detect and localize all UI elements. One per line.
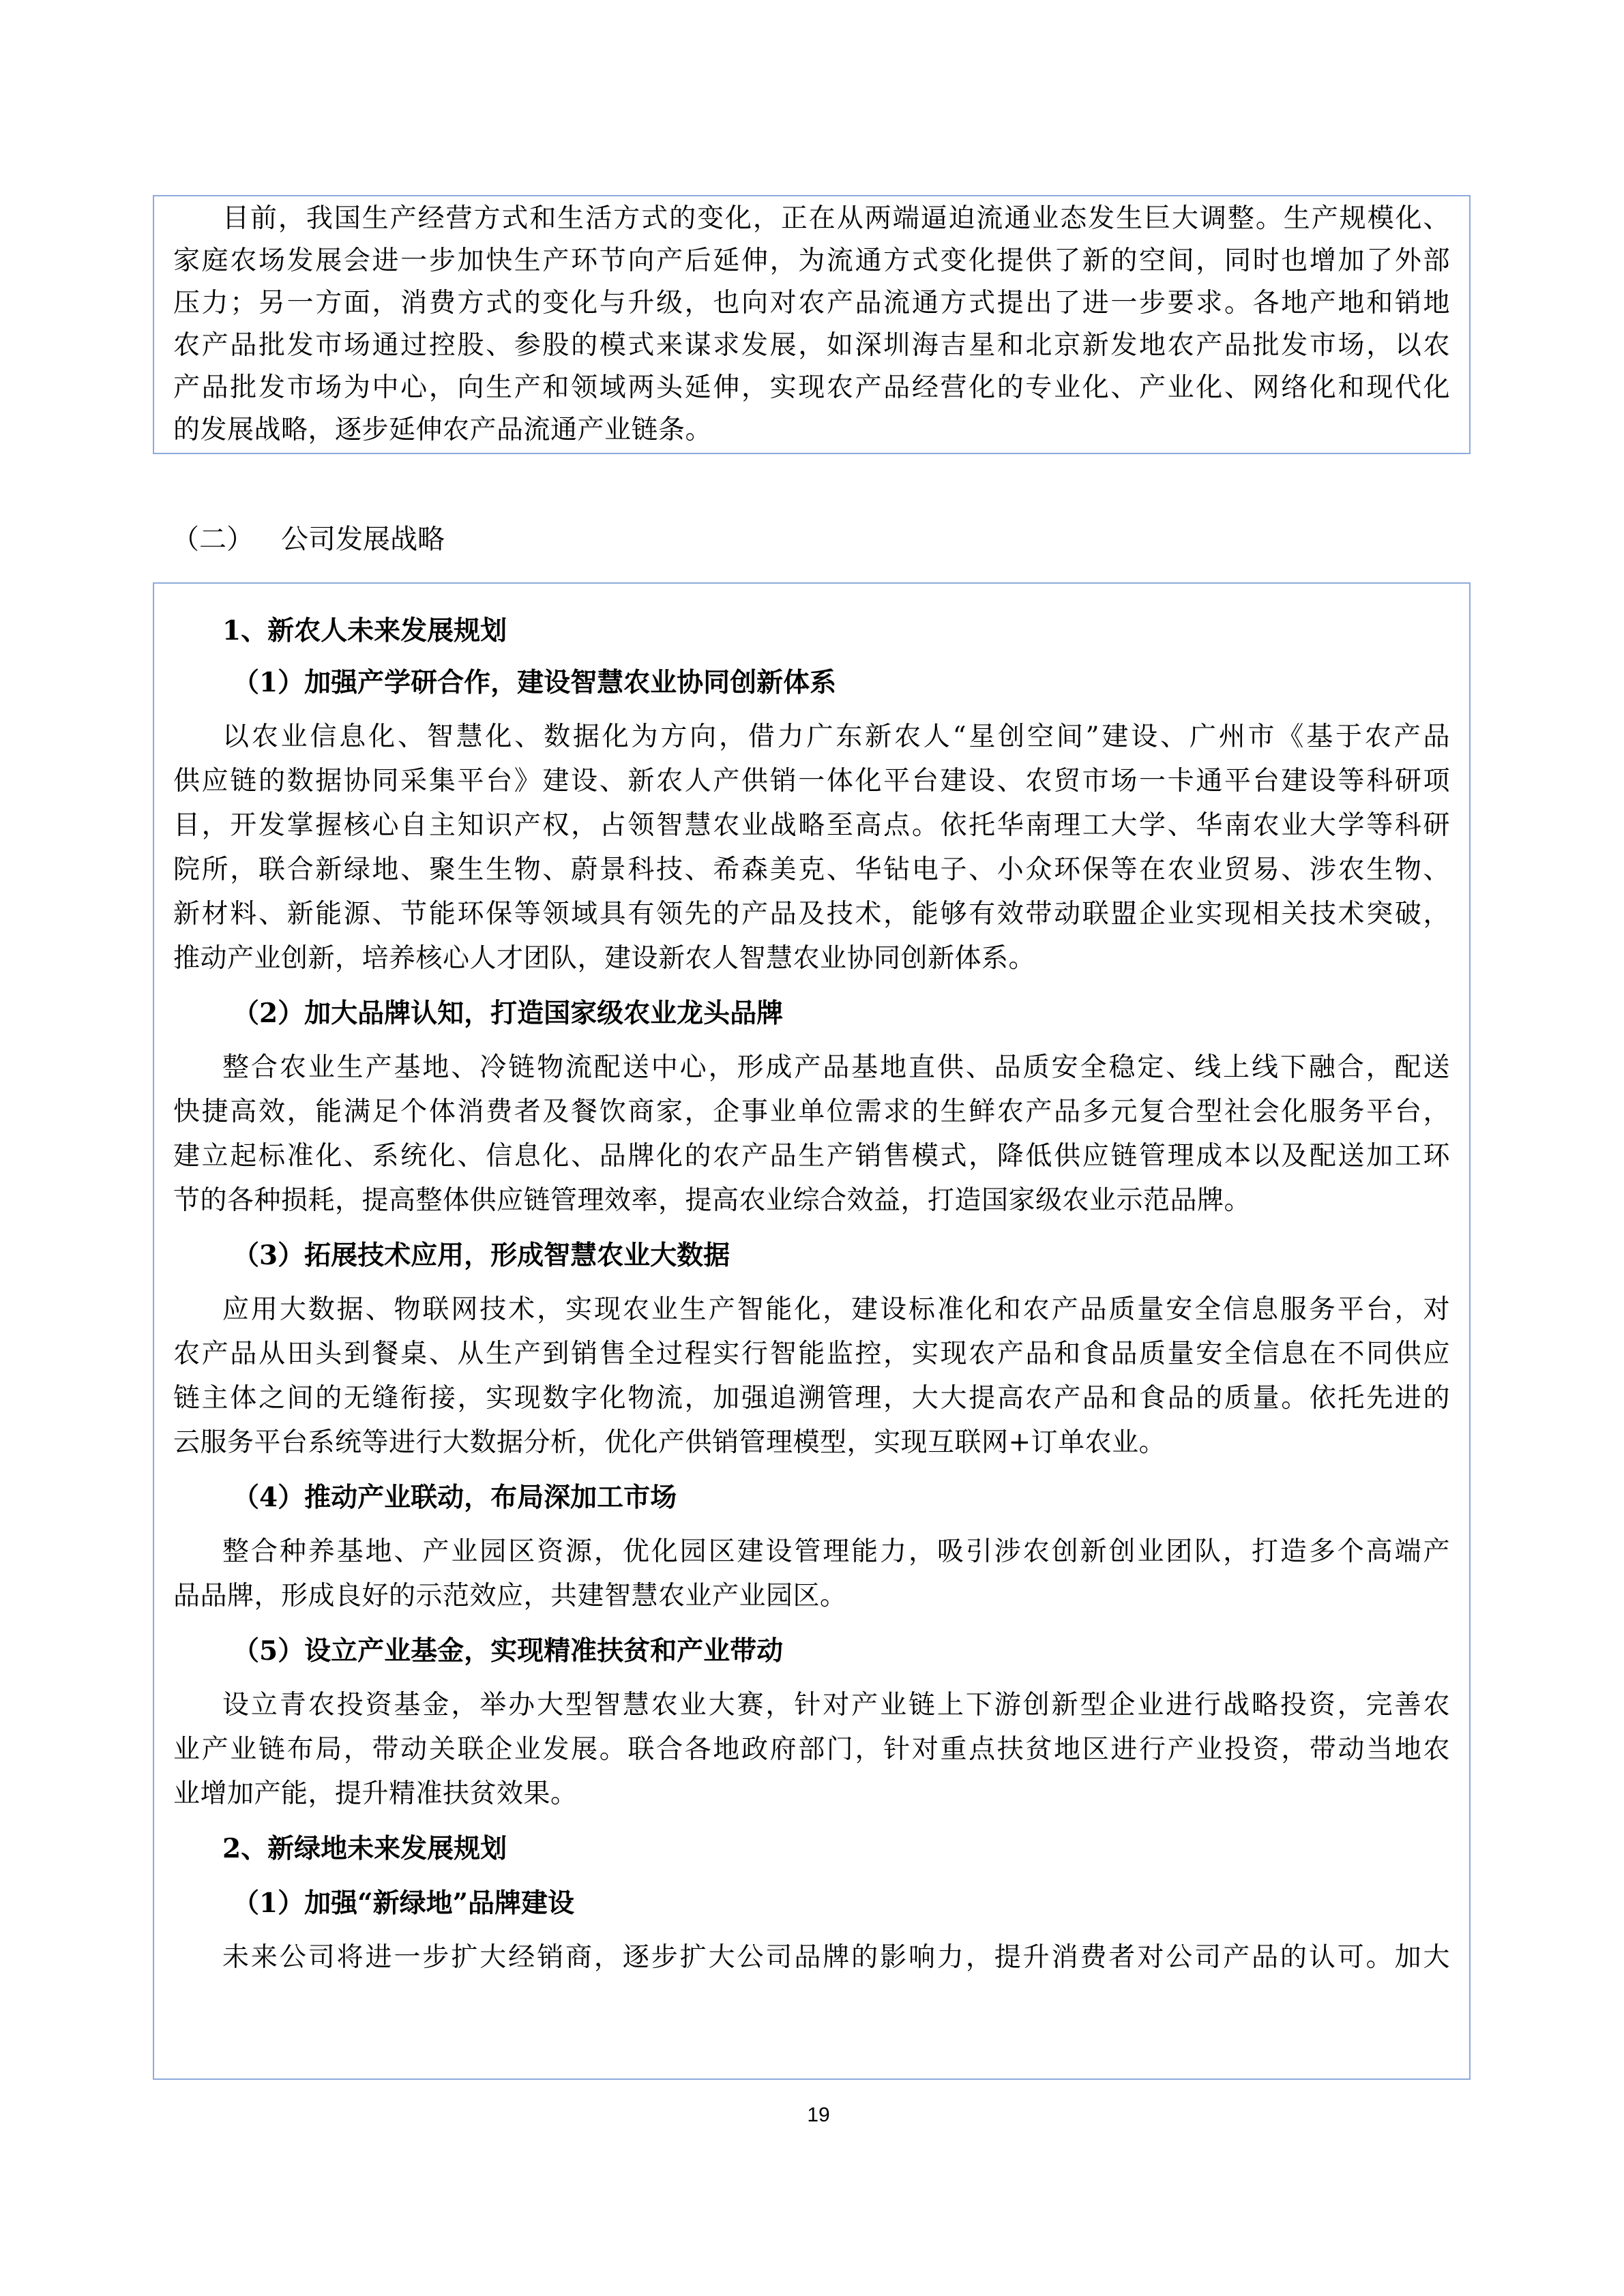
paragraph-line: 目，开发掌握核心自主知识产权，占领智慧农业战略至高点。依托华南理工大学、华南农业大学等科研 [173,810,1450,841]
paragraph-line: 快捷高效，能满足个体消费者及餐饮商家，企事业单位需求的生鲜农产品多元复合型社会化服务平台， [173,1097,1450,1127]
paragraph-line: 未来公司将进一步扩大经销商，逐步扩大公司品牌的影响力，提升消费者对公司产品的认可。加大 [222,1942,1450,1973]
item-heading: （3）拓展技术应用，形成智慧农业大数据 [233,1240,730,1271]
section-title: 公司发展战略 [281,524,445,555]
item-heading: （5）设立产业基金，实现精准扶贫和产业带动 [233,1635,784,1667]
item-heading: （4）推动产业联动，布局深加工市场 [233,1482,677,1513]
intro-line: 产品批发市场为中心，向生产和领域两头延伸，实现农产品经营化的专业化、产业化、网络化和现代化 [173,372,1450,403]
section-number: （二） [172,524,254,555]
paragraph-line: 应用大数据、物联网技术，实现农业生产智能化，建设标准化和农产品质量安全信息服务平台，对 [222,1294,1450,1325]
section-heading [172,517,445,562]
paragraph-line: 建立起标准化、系统化、信息化、品牌化的农产品生产销售模式，降低供应链管理成本以及配送加工环 [173,1141,1450,1172]
intro-text-box [153,195,1471,454]
paragraph-line: 节的各种损耗，提高整体供应链管理效率，提高农业综合效益，打造国家级农业示范品牌。 [173,1185,1252,1216]
paragraph-line: 新材料、新能源、节能环保等领域具有领先的产品及技术，能够有效带动联盟企业实现相关技术突破， [173,899,1450,929]
subsection-heading: 2、新绿地未来发展规划 [222,1833,507,1864]
paragraph-line: 院所，联合新绿地、聚生生物、蔚景科技、希森美克、华钻电子、小众环保等在农业贸易、涉农生物、 [173,854,1450,885]
paragraph-line: 业产业链布局，带动关联企业发展。联合各地政府部门，针对重点扶贫地区进行产业投资，带动当地农 [173,1734,1450,1765]
paragraph-line: 以农业信息化、智慧化、数据化为方向，借力广东新农人“星创空间”建设、广州市《基于农产品 [222,721,1450,752]
paragraph-line: 品品牌，形成良好的示范效应，共建智慧农业产业园区。 [173,1581,847,1611]
paragraph-line: 业增加产能，提升精准扶贫效果。 [173,1778,578,1809]
paragraph-line: 整合农业生产基地、冷链物流配送中心，形成产品基地直供、品质安全稳定、线上线下融合，配送 [222,1052,1450,1083]
paragraph-line: 设立青农投资基金，举办大型智慧农业大赛，针对产业链上下游创新型企业进行战略投资，完善农 [222,1690,1450,1720]
item-heading: （2）加大品牌认知，打造国家级农业龙头品牌 [233,998,784,1029]
strategy-text-box [153,582,1471,2080]
intro-line: 的发展战略，逐步延伸农产品流通产业链条。 [173,415,713,445]
paragraph-line: 推动产业创新，培养核心人才团队，建设新农人智慧农业协同创新体系。 [173,943,1036,974]
intro-line: 家庭农场发展会进一步加快生产环节向产后延伸，为流通方式变化提供了新的空间，同时也增加了外部 [173,245,1450,276]
subsection-heading: 1、新农人未来发展规划 [222,615,507,646]
paragraph-line: 供应链的数据协同采集平台》建设、新农人产供销一体化平台建设、农贸市场一卡通平台建设等科研项 [173,766,1450,796]
paragraph-line: 农产品从田头到餐桌、从生产到销售全过程实行智能监控，实现农产品和食品质量安全信息在不同供应 [173,1339,1450,1369]
item-heading: （1）加强“新绿地”品牌建设 [233,1888,575,1919]
intro-line: 目前，我国生产经营方式和生活方式的变化，正在从两端逼迫流通业态发生巨大调整。生产规模化、 [222,203,1450,234]
paragraph-line: 整合种养基地、产业园区资源，优化园区建设管理能力，吸引涉农创新创业团队，打造多个高端产 [222,1536,1450,1567]
item-heading: （1）加强产学研合作，建设智慧农业协同创新体系 [233,667,837,698]
intro-line: 农产品批发市场通过控股、参股的模式来谋求发展，如深圳海吉星和北京新发地农产品批发市场，以农 [173,330,1450,361]
paragraph-line: 链主体之间的无缝衔接，实现数字化物流，加强追溯管理，大大提高农产品和食品的质量。依托先进的 [173,1383,1450,1414]
page-number: 19 [807,2104,830,2126]
paragraph-line: 云服务平台系统等进行大数据分析，优化产供销管理模型，实现互联网+订单农业。 [173,1427,1166,1458]
intro-line: 压力；另一方面，消费方式的变化与升级，也向对农产品流通方式提出了进一步要求。各地产地和销地 [173,288,1450,318]
